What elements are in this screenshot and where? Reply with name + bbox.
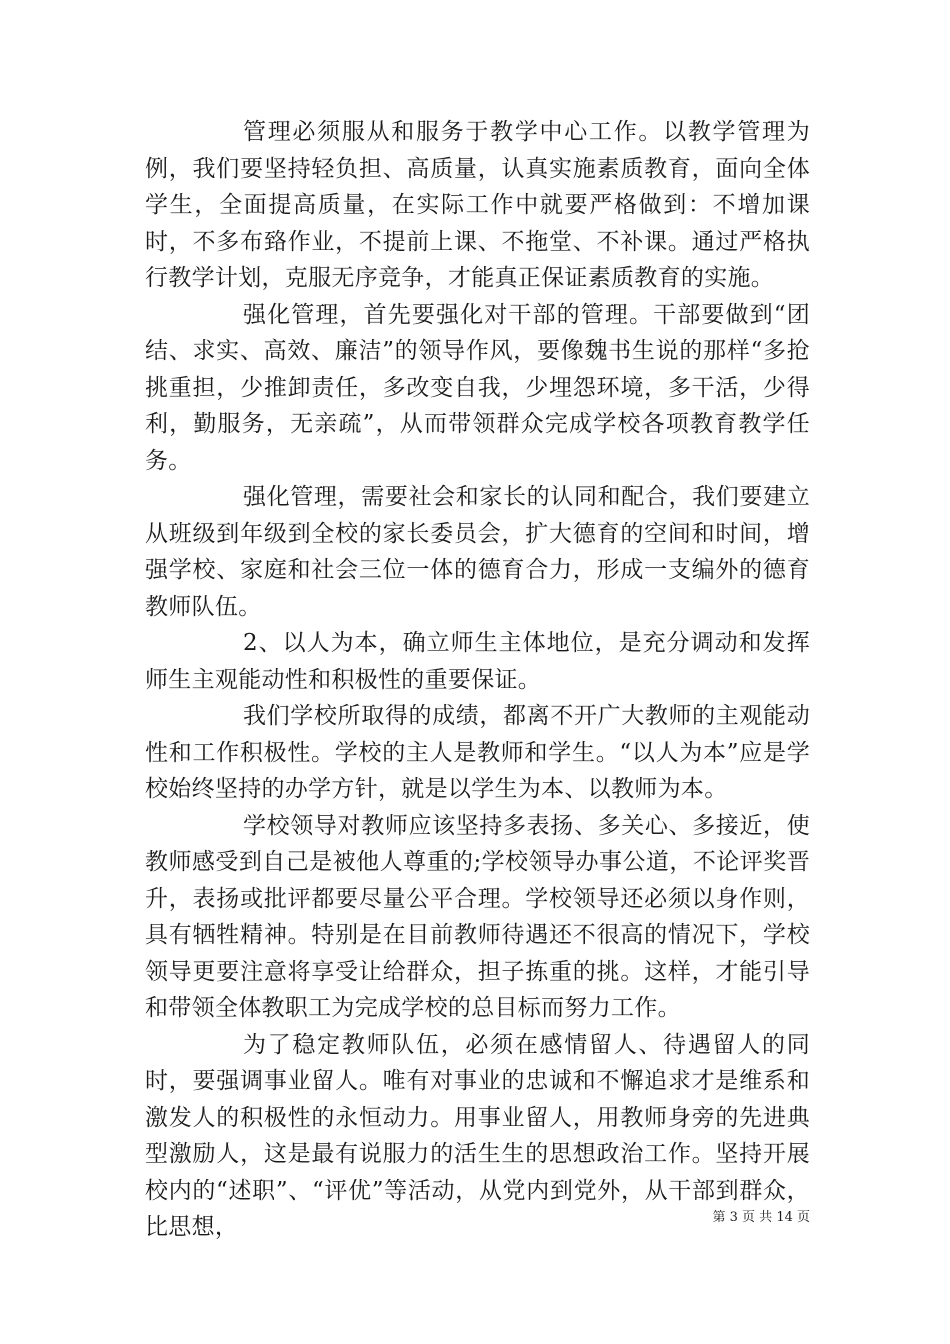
paragraph-people-oriented-heading: 2、以人为本，确立师生主体地位，是充分调动和发挥师生主观能动性和积极性的重要保证。 [145,630,810,693]
paragraph-retain-teachers: 为了稳定教师队伍，必须在感情留人、待遇留人的同时，要强调事业留人。唯有对事业的忠诚和不懈追求才是维系和激发人的积极性的永恒动力。用事业留人，用教师身旁的先进典型激励人，这是最有说服力的活生生的思想政治工作。坚持开展校内的“述职”、“评优”等活动，从党内到党外，从干部到群众，比思想， [145,1031,810,1240]
paragraph-parent-committee: 强化管理，需要社会和家长的认同和配合，我们要建立从班级到年级到全校的家长委员会，扩大德育的空间和时间，增强学校、家庭和社会三位一体的德育合力，形成一支编外的德育教师队伍。 [145,484,810,620]
page-number: 第 3 页 共 14 页 [712,1210,810,1225]
paragraph-leadership-conduct: 学校领导对教师应该坚持多表扬、多关心、多接近，使教师感受到自己是被他人尊重的;学校领导办事公道，不论评奖晋升，表扬或批评都要尽量公平合理。学校领导还必须以身作则，具有牺牲精神。特别是在目前教师待遇还不很高的情况下，学校领导更要注意将享受让给群众，担子拣重的挑。这样，才能引导和带领全体教职工为完成学校的总目标而努力工作。 [145,812,810,1021]
paragraph-teacher-initiative: 我们学校所取得的成绩，都离不开广大教师的主观能动性和工作积极性。学校的主人是教师和学生。“以人为本”应是学校始终坚持的办学方针，就是以学生为本、以教师为本。 [145,703,810,802]
paragraph-teaching-management: 管理必须服从和服务于教学中心工作。以教学管理为例，我们要坚持轻负担、高质量，认真实施素质教育，面向全体学生，全面提高质量，在实际工作中就要严格做到：不增加课时，不多布臵作业，不提前上课、不拖堂、不补课。通过严格执行教学计划，克服无序竞争，才能真正保证素质教育的实施。 [145,119,810,291]
paragraph-cadre-management: 强化管理，首先要强化对干部的管理。干部要做到“团结、求实、高效、廉洁”的领导作风，要像魏书生说的那样“多抢挑重担，少推卸责任，多改变自我，少埋怨环境，多干活，少得利，勤服务，无亲疏”，从而带领群众完成学校各项教育教学任务。 [145,301,810,474]
document-body [145,114,810,1246]
